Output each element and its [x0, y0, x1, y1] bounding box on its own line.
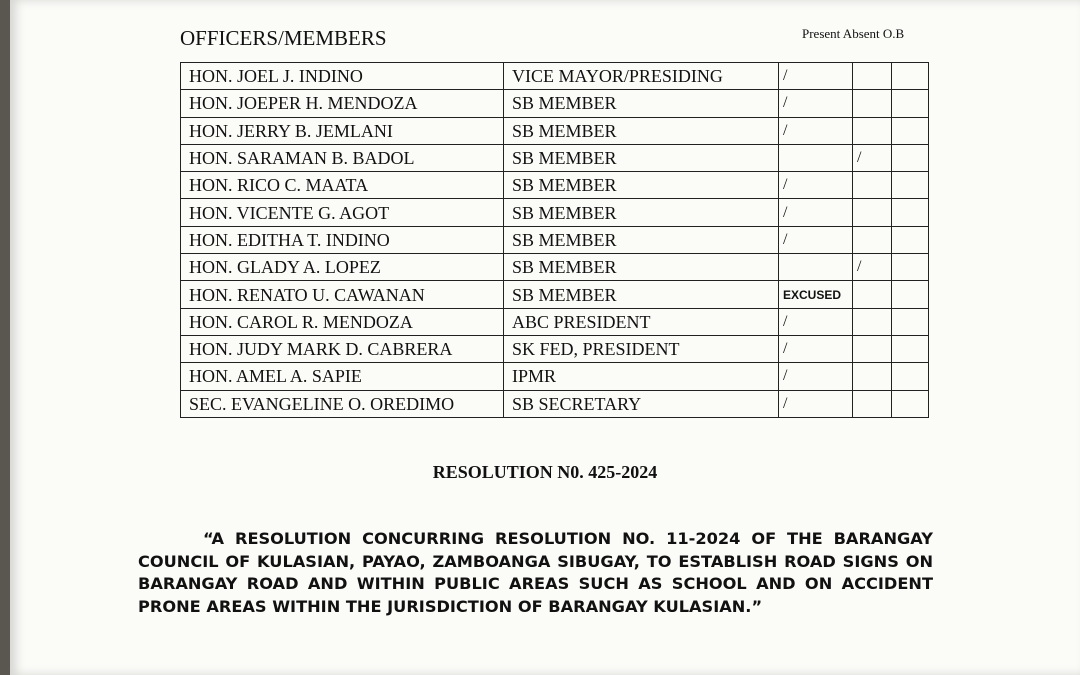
- absent-mark: [853, 363, 892, 390]
- member-name: [181, 363, 504, 390]
- member-name: [181, 335, 504, 362]
- absent-mark: [853, 117, 892, 144]
- member-position-text: SB MEMBER: [512, 229, 617, 250]
- ob-mark: [892, 226, 929, 253]
- attendance-column-headers: Present Absent O.B: [802, 26, 905, 41]
- member-position-text: ABC PRESIDENT: [512, 311, 651, 332]
- absent-mark: [853, 144, 892, 171]
- member-position-text: VICE MAYOR/PRESIDING: [512, 66, 723, 87]
- member-position: [504, 90, 779, 117]
- ob-mark: [892, 335, 929, 362]
- present-mark: [779, 90, 853, 117]
- present-mark: [779, 172, 853, 199]
- table-row: [181, 335, 929, 362]
- member-position: [504, 363, 779, 390]
- absent-mark: [853, 335, 892, 362]
- attendance-table: [180, 62, 929, 418]
- present-mark-text: /: [783, 203, 788, 221]
- present-mark: [779, 390, 853, 417]
- ob-mark: [892, 308, 929, 335]
- member-name-text: HON. JOEPER H. MENDOZA: [189, 93, 418, 114]
- member-name-text: HON. EDITHA T. INDINO: [189, 229, 390, 250]
- member-name: [181, 90, 504, 117]
- ob-mark: [892, 390, 929, 417]
- table-row: [181, 226, 929, 253]
- member-name: [181, 117, 504, 144]
- member-name: [181, 390, 504, 417]
- member-name-text: HON. RENATO U. CAWANAN: [189, 284, 425, 305]
- table-row: [181, 199, 929, 226]
- member-name-text: HON. JOEL J. INDINO: [189, 66, 363, 87]
- resolution-number: RESOLUTION N0. 425-2024: [432, 462, 658, 482]
- absent-mark-text: /: [857, 258, 862, 276]
- member-position-text: SB MEMBER: [512, 148, 617, 169]
- present-mark-text: /: [783, 94, 788, 112]
- document-page: [10, 0, 1080, 675]
- present-mark: [779, 226, 853, 253]
- member-position: [504, 226, 779, 253]
- ob-mark: [892, 144, 929, 171]
- ob-mark: [892, 172, 929, 199]
- present-mark-text: EXCUSED: [783, 287, 842, 302]
- member-position-text: SK FED, PRESIDENT: [512, 339, 680, 360]
- table-row: [181, 390, 929, 417]
- member-position-text: SB SECRETARY: [512, 393, 642, 414]
- present-mark-text: /: [783, 230, 788, 248]
- present-mark: [779, 363, 853, 390]
- member-position-text: SB MEMBER: [512, 257, 617, 278]
- member-name: [181, 199, 504, 226]
- absent-mark: [853, 90, 892, 117]
- present-mark: [779, 199, 853, 226]
- table-row: [181, 117, 929, 144]
- present-mark-text: /: [783, 367, 788, 385]
- ob-mark: [892, 63, 929, 90]
- present-mark-text: /: [783, 340, 788, 358]
- present-mark: [779, 63, 853, 90]
- ob-mark: [892, 363, 929, 390]
- table-row: [181, 254, 929, 281]
- member-position-text: SB MEMBER: [512, 284, 617, 305]
- member-name: [181, 281, 504, 308]
- ob-mark: [892, 90, 929, 117]
- member-name-text: HON. JUDY MARK D. CABRERA: [189, 339, 453, 360]
- absent-mark: [853, 63, 892, 90]
- present-mark: [779, 254, 853, 281]
- present-mark-text: /: [783, 176, 788, 194]
- member-position-text: SB MEMBER: [512, 202, 617, 223]
- member-position: [504, 172, 779, 199]
- member-name-text: HON. CAROL R. MENDOZA: [189, 311, 413, 332]
- absent-mark: [853, 254, 892, 281]
- member-position: [504, 308, 779, 335]
- member-name: [181, 144, 504, 171]
- member-position: [504, 144, 779, 171]
- member-name-text: HON. SARAMAN B. BADOL: [189, 148, 415, 169]
- table-row: [181, 144, 929, 171]
- present-mark-text: /: [783, 312, 788, 330]
- absent-mark: [853, 390, 892, 417]
- absent-mark-text: /: [857, 149, 862, 167]
- member-name-text: HON. GLADY A. LOPEZ: [189, 257, 381, 278]
- present-mark-text: /: [783, 67, 788, 85]
- member-name-text: HON. AMEL A. SAPIE: [189, 366, 362, 387]
- member-position-text: SB MEMBER: [512, 93, 617, 114]
- member-position: [504, 335, 779, 362]
- member-position: [504, 390, 779, 417]
- present-mark: [779, 281, 853, 308]
- resolution-title-text: “A RESOLUTION CONCURRING RESOLUTION NO. 11-2024 OF THE BARANGAY COUNCIL OF KULASIAN, PAYAO, ZAMBOANGA SIBUGAY, TO ESTABLISH ROAD SIGNS ON BARANGAY ROAD AND WITHIN PUBLIC AREAS SUCH AS SCHOOL AND ON ACCIDENT PRONE AREAS WITHIN THE JURISDICTION OF BARANGAY KULASIAN.”: [138, 529, 933, 616]
- member-position: [504, 117, 779, 144]
- absent-mark: [853, 281, 892, 308]
- member-name: [181, 63, 504, 90]
- member-position-text: SB MEMBER: [512, 120, 617, 141]
- member-name: [181, 226, 504, 253]
- table-row: [181, 281, 929, 308]
- absent-mark: [853, 226, 892, 253]
- member-position: [504, 281, 779, 308]
- officers-members-label: OFFICERS/MEMBERS: [180, 26, 387, 50]
- ob-mark: [892, 117, 929, 144]
- table-row: [181, 172, 929, 199]
- present-mark: [779, 117, 853, 144]
- absent-mark: [853, 308, 892, 335]
- present-mark: [779, 144, 853, 171]
- resolution-title: [138, 528, 933, 618]
- attendance-table-body: [181, 63, 929, 418]
- member-name: [181, 254, 504, 281]
- member-position-text: IPMR: [512, 366, 557, 387]
- ob-mark: [892, 254, 929, 281]
- table-row: [181, 363, 929, 390]
- member-position: [504, 199, 779, 226]
- member-name-text: SEC. EVANGELINE O. OREDIMO: [189, 393, 455, 414]
- member-position-text: SB MEMBER: [512, 175, 617, 196]
- present-mark: [779, 335, 853, 362]
- table-row: [181, 63, 929, 90]
- ob-mark: [892, 281, 929, 308]
- present-mark-text: /: [783, 121, 788, 139]
- member-name: [181, 308, 504, 335]
- member-name-text: HON. RICO C. MAATA: [189, 175, 369, 196]
- member-position: [504, 63, 779, 90]
- present-mark: [779, 308, 853, 335]
- table-row: [181, 308, 929, 335]
- table-row: [181, 90, 929, 117]
- member-name: [181, 172, 504, 199]
- member-name-text: HON. VICENTE G. AGOT: [189, 202, 390, 223]
- absent-mark: [853, 199, 892, 226]
- ob-mark: [892, 199, 929, 226]
- present-mark-text: /: [783, 394, 788, 412]
- absent-mark: [853, 172, 892, 199]
- member-name-text: HON. JERRY B. JEMLANI: [189, 120, 393, 141]
- member-position: [504, 254, 779, 281]
